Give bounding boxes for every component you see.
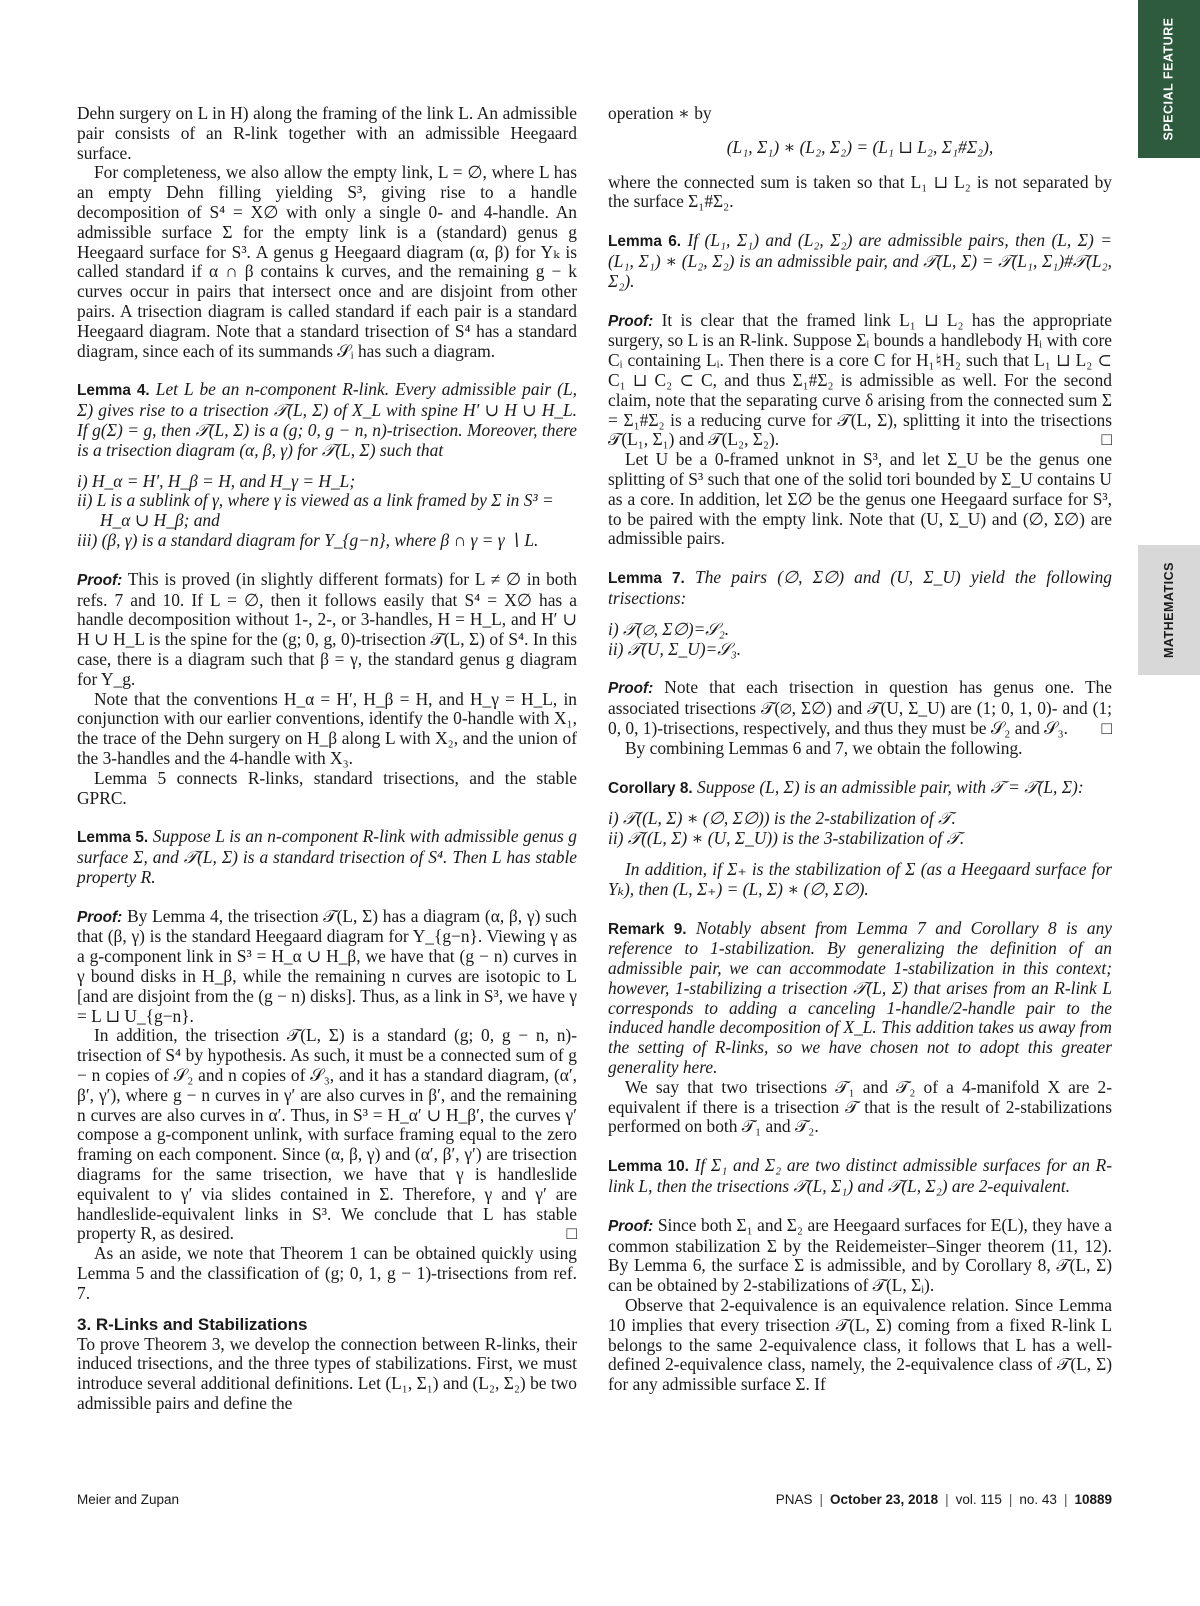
lemma-text: The pairs (∅, Σ∅) and (U, Σ_U) yield the following trisections: — [608, 567, 1112, 608]
lemma-6 — [608, 231, 1112, 291]
paragraph — [77, 1026, 577, 1244]
volume: vol. 115 — [955, 1492, 1002, 1507]
lemma-text: If (L₁, Σ₁) and (L₂, Σ₂) are admissible pairs, then (L, Σ) = (L₁, Σ₁) ∗ (L₂, Σ₂) is an admissible pair, and 𝒯(L, Σ) = 𝒯(L₁, Σ₁)#𝒯(L₂, Σ₂). — [608, 230, 1112, 291]
publication-date: October 23, 2018 — [830, 1492, 939, 1507]
lemma-text: If Σ₁ and Σ₂ are two distinct admissible surfaces for an R-link L, then the trisections 𝒯(L, Σ₁) and 𝒯(L, Σ₂) are 2-equivalent. — [608, 1155, 1112, 1197]
remark-label: Remark 9. — [608, 920, 687, 938]
paragraph: Let U be a 0-framed unknot in S³, and let Σ_U be the genus one splitting of S³ such that one of the solid tori bounded by Σ_U contains U as a core. In addition, let Σ∅ be the genus one Heegaard surface for S³, to be paired with the empty link. Note that (U, Σ_U) and (∅, Σ∅) are admissible pairs. — [608, 449, 1112, 549]
paragraph-text: In addition, the trisection 𝒯(L, Σ) is a standard (g; 0, g − n, n)-trisection of S⁴ by hypothesis. As such, it must be a connected sum of g − n copies of 𝒮₂ and n copies of 𝒮₃, and it has a standard diagram, (α′, β′, γ′), where g − n curves in γ′ are also curves in β′, and the remaining n curves are also curves in α′. Thus, in S³ = H_α′ ∪ H_β′, the curves γ′ compose a g-component unlink, with surface framing equal to the zero framing on each component. Since (α, β, γ) and (α′, β′, γ′) are trisection diagrams for the same trisection, we have that γ is handleslide equivalent to γ′ via slides contained in Σ. Therefore, γ and γ′ are handleslide-equivalent links in S³. We conclude that L has stable property R, as desired. — [77, 1025, 577, 1244]
lemma-label: Lemma 6. — [608, 233, 682, 251]
qed-symbol: □ — [1101, 717, 1112, 738]
special-feature-tab — [1138, 0, 1200, 158]
section-heading: 3. R-Links and Stabilizations — [77, 1314, 308, 1334]
list-item: ii) 𝒯((L, Σ) ∗ (U, Σ_U)) is the 3-stabilization of 𝒯. — [608, 828, 965, 849]
paragraph: As an aside, we note that Theorem 1 can be obtained quickly using Lemma 5 and the classification of (g; 0, 1, g − 1)-trisections from ref. 7. — [77, 1243, 577, 1303]
proof-label: Proof: — [77, 908, 123, 926]
corollary-8 — [608, 778, 1112, 799]
paragraph: In addition, if Σ₊ is the stabilization of Σ (as a Heegaard surface for Yₖ), then (L, Σ₊) = (L, Σ) ∗ (∅, Σ∅). — [608, 858, 1112, 899]
lemma-10 — [608, 1156, 1112, 1197]
corollary-text: Suppose (L, Σ) is an admissible pair, with 𝒯 = 𝒯(L, Σ): — [697, 776, 1084, 797]
proof-text: It is clear that the framed link L₁ ⊔ L₂ has the appropriate surgery, so L is an R-link. Suppose Σᵢ bounds a handlebody Hᵢ with core Cᵢ containing Lᵢ. Then there is a core C for H₁♮H₂ such that L₁ ⊔ L₂ ⊂ C₁ ⊔ C₂ ⊂ C, and thus Σ₁#Σ₂ is admissible as well. For the second claim, note that the separating curve δ arising from the connected sum Σ = Σ₁#Σ₂ is a reducing curve for 𝒯(L, Σ), splitting it into the trisections 𝒯(L₁, Σ₁) and 𝒯(L₂, Σ₂). — [608, 309, 1112, 450]
paragraph: By combining Lemmas 6 and 7, we obtain the following. — [625, 737, 1023, 758]
lemma-5 — [77, 827, 577, 887]
left-column — [77, 104, 577, 1414]
lemma-text: Let L be an n-component R-link. Every admissible pair (L, Σ) gives rise to a trisection 𝒯(L, Σ) of X_L with spine H′ ∪ H ∪ H_L. If g(Σ) = g, then 𝒯(L, Σ) is a (g; 0, g − n, n)-trisection. Moreover, there is a trisection diagram (α, β, γ) for 𝒯(L, Σ) such that — [77, 379, 577, 460]
list-item: i) 𝒯((L, Σ) ∗ (∅, Σ∅)) is the 2-stabilization of 𝒯. — [608, 808, 956, 829]
proof-label: Proof: — [608, 1217, 654, 1235]
proof-text: Since both Σ₁ and Σ₂ are Heegaard surfaces for E(L), they have a common stabilization Σ by the Reidemeister–Singer theorem (11, 12). By Lemma 6, the surface Σ is admissible, and by Corollary 8, 𝒯(L, Σ) can be obtained by 2-stabilizations of 𝒯(L, Σᵢ). — [608, 1214, 1112, 1296]
journal-name: PNAS — [775, 1492, 813, 1507]
qed-symbol: □ — [1101, 429, 1112, 450]
proof-text: Note that each trisection in question has genus one. The associated trisections 𝒯(∅, Σ∅) and 𝒯(U, Σ_U) are (1; 0, 1, 0)- and (1; 0, 0, 1)-trisections, respectively, and thus they must be 𝒮₂ and 𝒮₃. — [608, 677, 1112, 738]
list-item: i) H_α = H′, H_β = H, and H_γ = H_L; — [77, 470, 356, 491]
lemma-7 — [608, 568, 1112, 609]
lemma-label: Lemma 4. — [77, 382, 150, 400]
lemma-label: Lemma 5. — [77, 829, 149, 847]
footer-citation: PNAS | October 23, 2018 | vol. 115 | no. 43 | 10889 — [775, 1492, 1112, 1507]
paragraph: Dehn surgery on L in H) along the framing of the link L. An admissible pair consists of an R-link together with an admissible Heegaard surface. — [77, 103, 577, 163]
mathematics-tab — [1138, 545, 1200, 675]
special-feature-label: SPECIAL FEATURE — [1162, 17, 1176, 141]
paragraph: where the connected sum is taken so that L₁ ⊔ L₂ is not separated by the surface Σ₁#Σ₂. — [608, 171, 1112, 212]
lemma-4 — [77, 380, 577, 460]
paragraph: Note that the conventions H_α = H′, H_β = H, and H_γ = H_L, in conjunction with our earlier conventions, identify the 0-handle with X₁, the trace of the Dehn surgery on H_β along L with X₂, and the union of the 3-handles and the 4-handle with X₃. — [77, 688, 577, 768]
proof — [608, 1216, 1112, 1296]
corollary-label: Corollary 8. — [608, 779, 693, 797]
footer-authors: Meier and Zupan — [77, 1492, 180, 1507]
lemma-text: Suppose L is an n-component R-link with admissible genus g surface Σ, and 𝒯(L, Σ) is a standard trisection of S⁴. Then L has stable property R. — [77, 826, 577, 887]
proof-label: Proof: — [77, 571, 123, 589]
proof-text: This is proved (in slightly different formats) for L ≠ ∅ in both refs. 7 and 10. If L = ∅, then it follows easily that S⁴ = X∅ has a handle decomposition without 1-, 2-, or 3-handles, H = H_L, and H′ ∪ H ∪ H_L is the spine for the (g; 0, g, 0)-trisection 𝒯(L, Σ) of S⁴. In this case, there is a diagram such that β = γ, the standard genus g diagram for Y_g. — [77, 568, 577, 689]
proof — [77, 570, 577, 690]
paragraph: To prove Theorem 3, we develop the connection between R-links, their induced trisections, and the three types of stabilizations. First, we must introduce several additional definitions. Let (L₁, Σ₁) and (L₂, Σ₂) be two admissible pairs and define the — [77, 1333, 577, 1414]
lemma-label: Lemma 7. — [608, 570, 685, 588]
list-item: iii) (β, γ) is a standard diagram for Y_{g−n}, where β ∩ γ = γ ∖ L. — [77, 529, 539, 550]
page-number: 10889 — [1074, 1492, 1112, 1507]
qed-symbol: □ — [566, 1223, 577, 1244]
paragraph: Observe that 2-equivalence is an equivalence relation. Since Lemma 10 implies that every trisection 𝒯(L, Σ) coming from a fixed R-link L belongs to the same 2-equivalence class, it follows that L has a well-defined 2-equivalence class, namely, the 2-equivalence class of 𝒯(L, Σ) for any admissible surface Σ. If — [608, 1295, 1112, 1395]
remark-text: Notably absent from Lemma 7 and Corollary 8 is any reference to 1-stabilization. By generalizing the definition of an admissible pair, we can accommodate 1-stabilization in this context; however, 1-stabilizing a trisection 𝒯(L, Σ) that arises from an R-link L corresponds to adding a canceling 1-handle/2-handle pair to the induced handle decomposition of X_L. This addition takes us away from the setting of R-links, so we have chosen not to adopt this greater generality here. — [608, 917, 1112, 1078]
paragraph: Lemma 5 connects R-links, standard trisections, and the stable GPRC. — [77, 767, 577, 808]
proof-text: By Lemma 4, the trisection 𝒯(L, Σ) has a diagram (α, β, γ) such that (β, γ) is the standard Heegaard diagram for Y_{g−n}. Viewing γ as a g-component link in S³ = H_α ∪ H_β, we have that (g − n) curves in γ bound disks in H_β, while the remaining n curves are isotopic to L [and are disjoint from the (g − n) disks]. Thus, as a link in S³, we have γ = L ⊔ U_{g−n}. — [77, 905, 577, 1026]
paragraph: We say that two trisections 𝒯₁ and 𝒯₂ of a 4-manifold X are 2-equivalent if there is a trisection 𝒯 that is the result of 2-stabilizations performed on both 𝒯₁ and 𝒯₂. — [608, 1076, 1112, 1137]
list-item: i) 𝒯(∅, Σ∅)=𝒮₂. — [608, 618, 730, 639]
equation: (L₁, Σ₁) ∗ (L₂, Σ₂) = (L₁ ⊔ L₂, Σ₁#Σ₂), — [726, 136, 994, 157]
paragraph: For completeness, we also allow the empty link, L = ∅, where L has an empty Dehn filling yielding S³, giving rise to a handle decomposition of S⁴ = X∅ with only a single 0- and 4-handle. An admissible surface Σ for the empty link is a (standard) genus g Heegaard surface for S³. A genus g Heegaard diagram (α, β) for Yₖ is called standard if α ∩ β contains k curves, and the remaining g − k curves occur in pairs that intersect once and are disjoint from other pairs. A trisection diagram is called standard if each pair is a standard Heegaard diagram. Note that a standard trisection of S⁴ has a standard diagram, since each of its summands 𝒮ᵢ has such a diagram. — [77, 162, 577, 361]
paragraph: operation ∗ by — [608, 103, 712, 123]
lemma-label: Lemma 10. — [608, 1158, 689, 1176]
list-item: ii) 𝒯(U, Σ_U)=𝒮₃. — [608, 638, 742, 659]
proof — [608, 311, 1112, 451]
proof-label: Proof: — [608, 312, 654, 330]
proof — [77, 907, 577, 1027]
list-item: ii) L is a sublink of γ, where γ is viewed as a link framed by Σ in S³ = H_α ∪ H_β; and — [77, 490, 554, 531]
remark-9 — [608, 919, 1112, 1078]
proof-label: Proof: — [608, 680, 654, 698]
mathematics-label: MATHEMATICS — [1162, 562, 1176, 658]
right-column — [608, 104, 1112, 1395]
proof — [608, 678, 1112, 738]
issue: no. 43 — [1019, 1492, 1057, 1507]
